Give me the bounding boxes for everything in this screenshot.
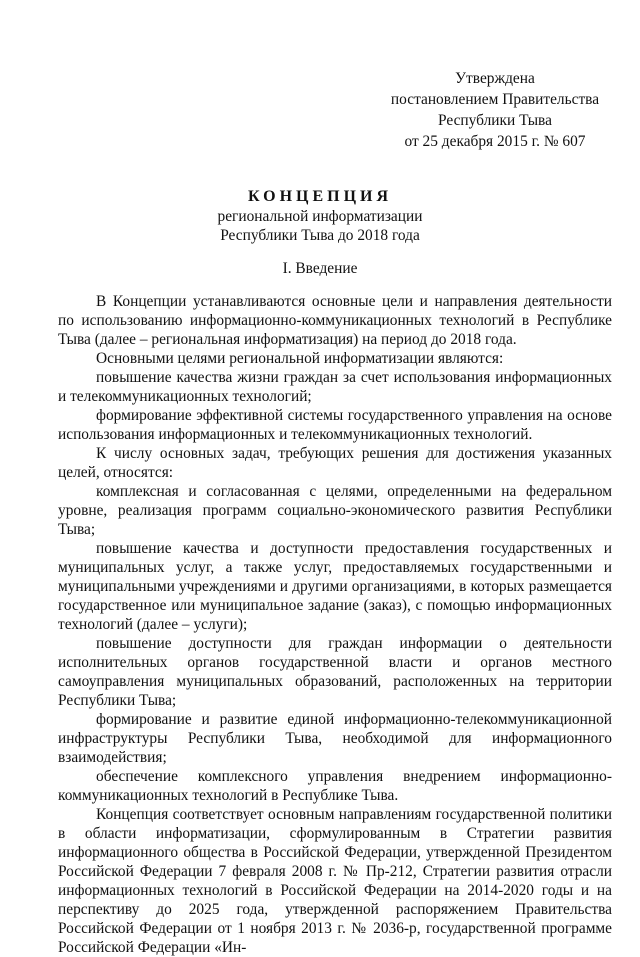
section-heading: I. Введение bbox=[282, 260, 358, 277]
title-subtitle-2: Республики Тыва до 2018 года bbox=[220, 227, 420, 244]
approval-line-date: от 25 декабря 2015 г. № 607 bbox=[404, 133, 586, 150]
paragraph: формирование и развитие единой информационно-телекоммуникационной инфраструктуры Республики Тыва, необходимой для информационного взаимодействия; bbox=[58, 711, 612, 766]
paragraph: Основными целями региональной информатизации являются: bbox=[96, 350, 504, 367]
approval-stamp bbox=[370, 68, 620, 152]
approval-line-resolution: постановлением Правительства bbox=[390, 91, 600, 108]
document-title bbox=[0, 187, 640, 245]
title-main: КОНЦЕПЦИЯ bbox=[247, 188, 393, 205]
paragraph: формирование эффективной системы государственного управления на основе использования информационных и телекоммуникационных технологий. bbox=[58, 407, 612, 443]
paragraph: повышение доступности для граждан информации о деятельности исполнительных органов государственной власти и органов местного самоуправления муниципальных образований, расположенных на территории Республики Тыва; bbox=[58, 635, 612, 709]
paragraph: повышение качества жизни граждан за счет использования информационных и телекоммуникационных технологий; bbox=[58, 369, 612, 405]
approval-line-approved: Утверждена bbox=[455, 70, 535, 87]
paragraph: обеспечение комплексного управления внедрением информационно-коммуникационных технологий в Республике Тыва. bbox=[58, 768, 612, 804]
title-subtitle-1: региональной информатизации bbox=[217, 208, 423, 225]
body-text bbox=[58, 292, 612, 957]
paragraph: комплексная и согласованная с целями, определенными на федеральном уровне, реализация программ социально-экономического развития Республики Тыва; bbox=[58, 483, 612, 538]
paragraph: Концепция соответствует основным направлениям государственной политики в области информатизации, сформулированным в Стратегии развития информационного общества в Российской Федерации, утвержденной Президентом Российской Федерации 7 февраля 2008 г. № Пр-212, Стратегии развития отрасли информационных технологий в Российской Федерации на 2014-2020 годы и на перспективу до 2025 года, утвержденной распоряжением Правительства Российской Федерации от 1 ноября 2013 г. № 2036-р, государственной программе Российской Федерации «Ин- bbox=[58, 806, 612, 956]
approval-line-republic: Республики Тыва bbox=[438, 112, 552, 129]
paragraph: повышение качества и доступности предоставления государственных и муниципальных услуг, а также услуг, предоставляемых государственными и муниципальными учреждениями и другими организациями, в которых размещается государственное или муниципальное задание (заказ), с помощью информационных технологий (далее – услуги); bbox=[58, 540, 612, 633]
paragraph: К числу основных задач, требующих решения для достижения указанных целей, относятся: bbox=[58, 445, 612, 481]
paragraph: В Концепции устанавливаются основные цели и направления деятельности по использованию информационно-коммуникационных технологий в Республике Тыва (далее – региональная информатизация) на период до 2018 года. bbox=[58, 293, 612, 348]
